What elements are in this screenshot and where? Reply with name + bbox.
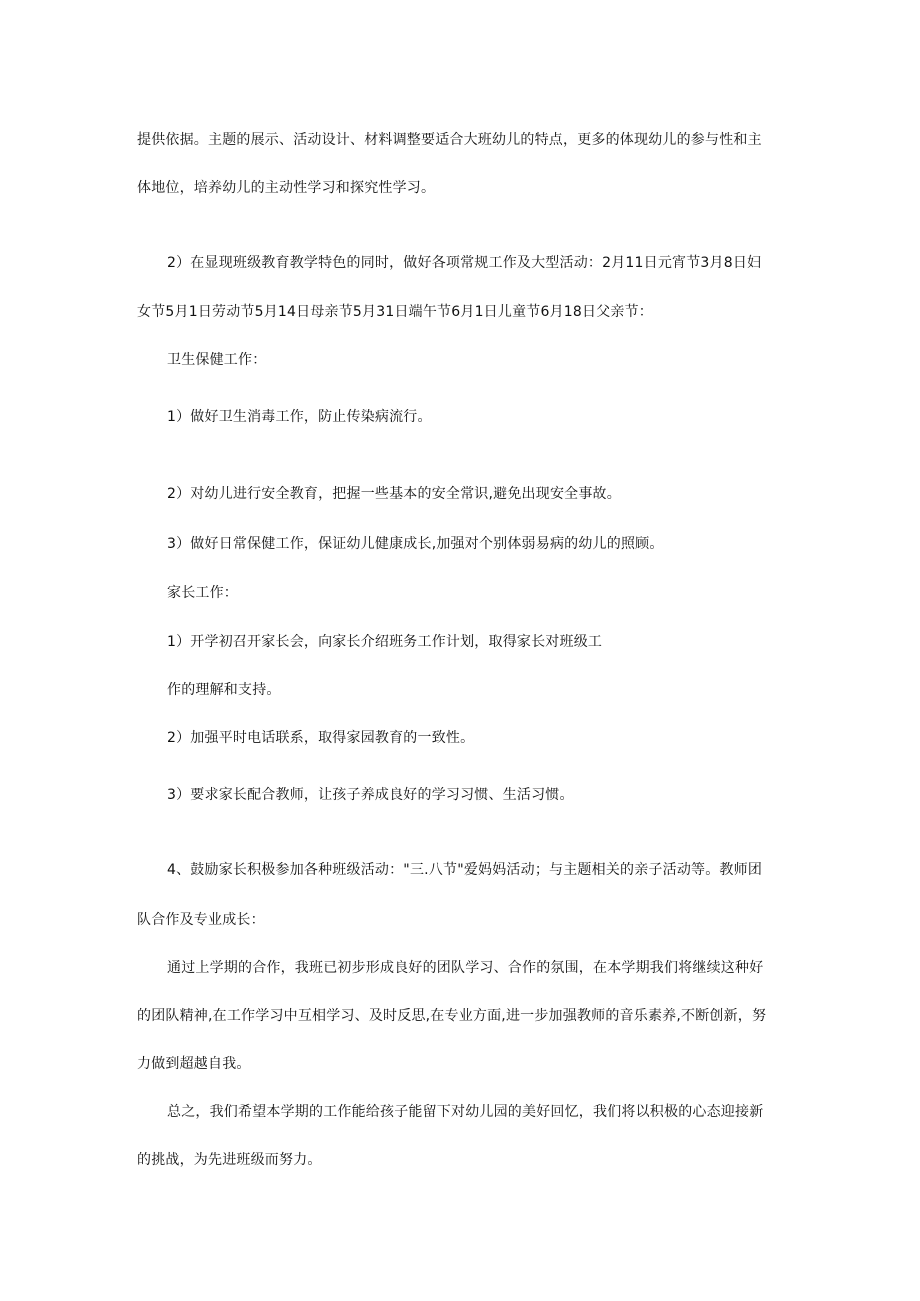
section-heading: 家长工作： <box>167 585 238 601</box>
paragraph-line: 的团队精神,在工作学习中互相学习、及时反思,在专业方面,进一步加强教师的音乐素养,不断创新，努 <box>137 1008 767 1024</box>
list-item: 1）做好卫生消毒工作，防止传染病流行。 <box>167 409 432 425</box>
paragraph-line: 体地位，培养幼儿的主动性学习和探究性学习。 <box>137 180 436 196</box>
list-item: 1）开学初召开家长会，向家长介绍班务工作计划，取得家长对班级工 <box>167 634 603 650</box>
list-item: 2）加强平时电话联系，取得家园教育的一致性。 <box>167 730 475 746</box>
list-item-continuation: 作的理解和支持。 <box>167 682 281 698</box>
paragraph-line: 的挑战，为先进班级而努力。 <box>137 1152 322 1168</box>
paragraph-line: 总之，我们希望本学期的工作能给孩子能留下对幼儿园的美好回忆，我们将以积极的心态迎接新 <box>167 1104 764 1120</box>
paragraph-line: 力做到超越自我。 <box>137 1056 251 1072</box>
list-item: 2）对幼儿进行安全教育，把握一些基本的安全常识,避免出现安全事故。 <box>167 486 621 502</box>
paragraph-line: 女节5月1日劳动节5月14日母亲节5月31日端午节6月1日儿童节6月18日父亲节： <box>137 304 653 320</box>
paragraph-line: 2）在显现班级教育教学特色的同时，做好各项常规工作及大型活动：2月11日元宵节3月8日妇 <box>167 255 762 271</box>
paragraph-line: 提供依据。主题的展示、活动设计、材料调整要适合大班幼儿的特点，更多的体现幼儿的参与性和主 <box>137 132 762 148</box>
list-item: 3）做好日常保健工作，保证幼儿健康成长,加强对个别体弱易病的幼儿的照顾。 <box>167 536 664 552</box>
paragraph-line: 通过上学期的合作，我班已初步形成良好的团队学习、合作的氛围，在本学期我们将继续这种好 <box>167 960 764 976</box>
section-heading: 卫生保健工作： <box>167 352 267 368</box>
list-item: 3）要求家长配合教师，让孩子养成良好的学习习惯、生活习惯。 <box>167 787 574 803</box>
section-heading: 队合作及专业成长： <box>137 912 265 928</box>
paragraph-line: 4、鼓励家长积极参加各种班级活动："三.八节"爱妈妈活动；与主题相关的亲子活动等。教师团 <box>167 862 763 878</box>
